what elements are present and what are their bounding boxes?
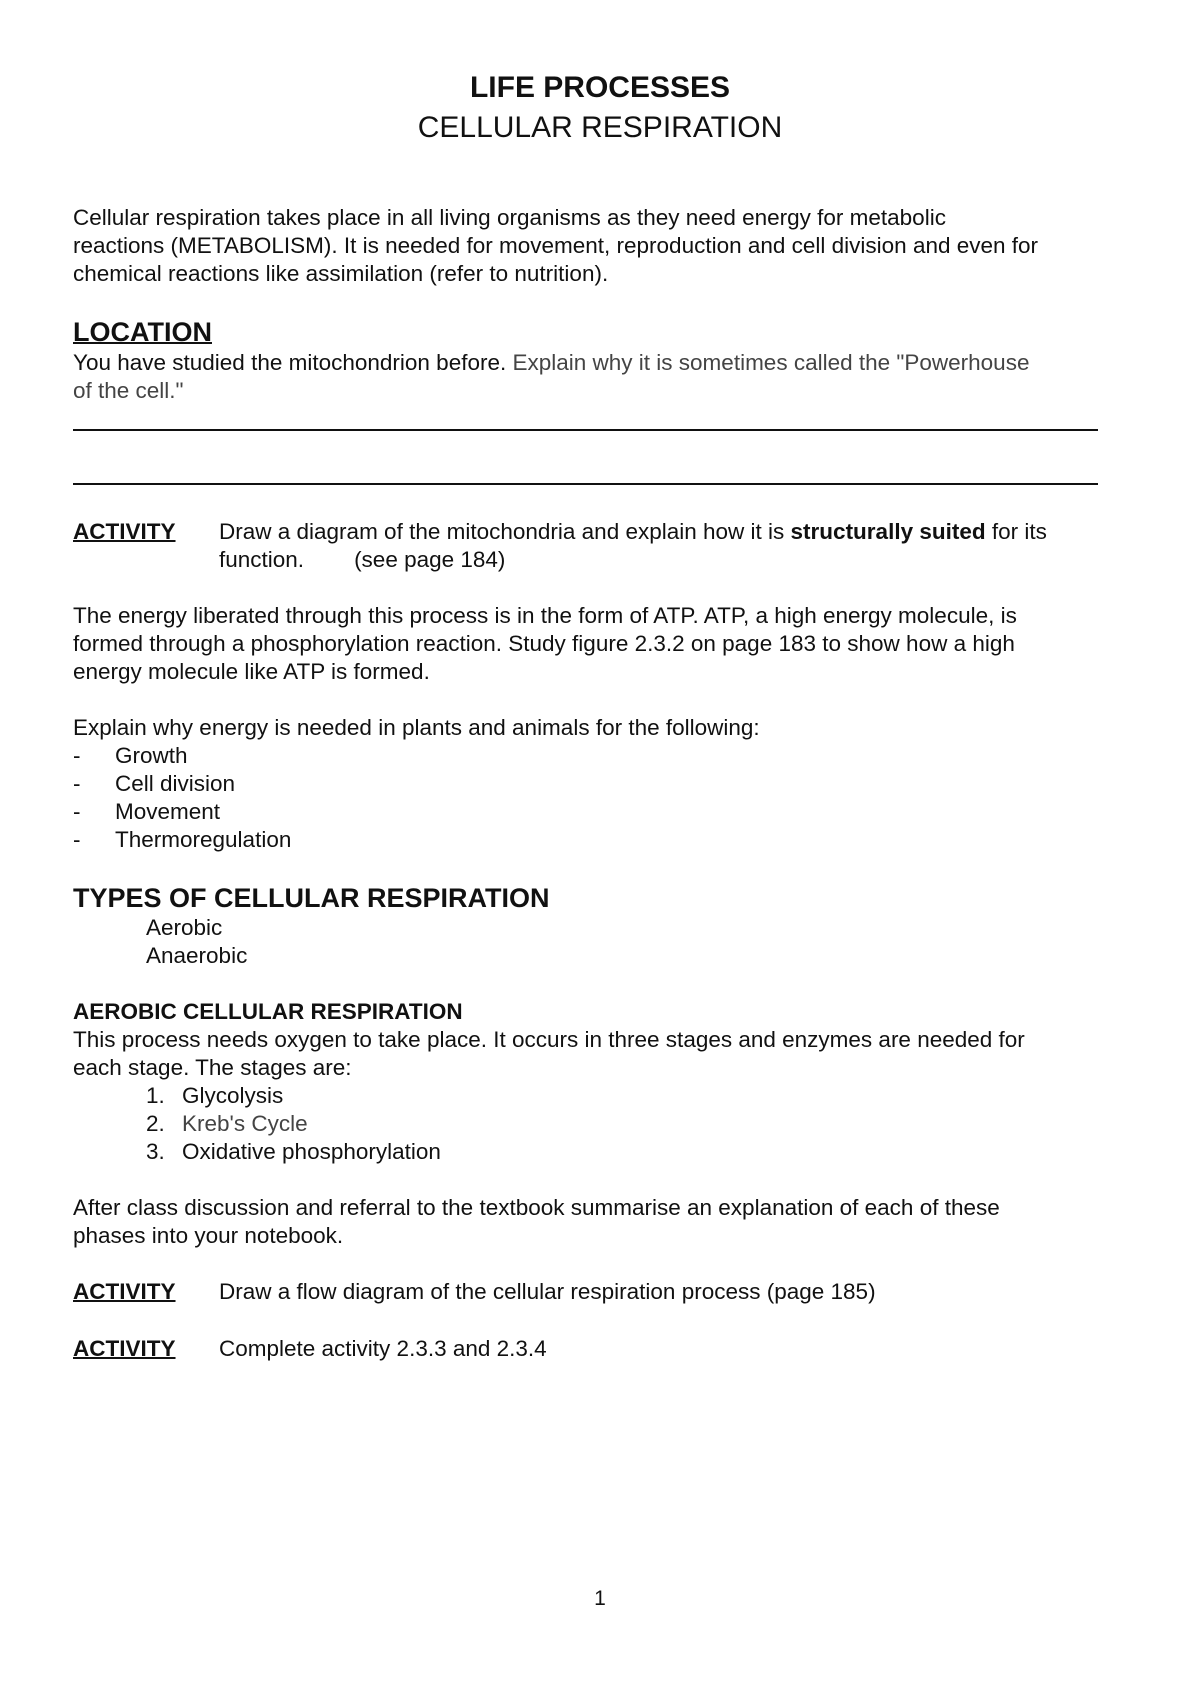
aerobic-line: each stage. The stages are: (73, 1055, 352, 1080)
bullet-dash: - (73, 799, 81, 824)
stage-text: Oxidative phosphorylation (182, 1139, 441, 1164)
activity-text-bold: structurally suited (790, 519, 986, 544)
location-text-a: You have studied the mitochondrion before. (73, 350, 507, 375)
stage-text: Glycolysis (182, 1083, 284, 1108)
stage-item (146, 1110, 308, 1138)
bullet-dash: - (73, 743, 81, 768)
location-line (73, 349, 1029, 377)
types-item: Anaerobic (146, 943, 248, 968)
activity-text-line2: function. (see page 184) (219, 547, 506, 572)
list-item-text: Cell division (115, 771, 236, 796)
activity-text (219, 518, 1047, 546)
stage-number: 2. (146, 1111, 165, 1136)
intro-line: Cellular respiration takes place in all living organisms as they need energy for metabolic (73, 205, 946, 230)
aerobic-line: This process needs oxygen to take place. It occurs in three stages and enzymes are needed for (73, 1027, 1025, 1052)
activity-text: Draw a flow diagram of the cellular respiration process (page 185) (219, 1279, 876, 1304)
activity-label: ACTIVITY (73, 1279, 176, 1304)
location-text-b: Explain why it is sometimes called the "Powerhouse (506, 350, 1030, 375)
activity-text-b: for its (985, 519, 1047, 544)
list-item-text: Movement (115, 799, 221, 824)
list-item-text: Growth (115, 743, 188, 768)
list-item-text: Thermoregulation (115, 827, 292, 852)
intro-line: chemical reactions like assimilation (refer to nutrition). (73, 261, 609, 286)
stage-item (146, 1082, 283, 1110)
types-item: Aerobic (146, 915, 223, 940)
list-item (73, 798, 220, 826)
summary-line: phases into your notebook. (73, 1223, 344, 1248)
answer-line[interactable] (73, 429, 1098, 431)
activity-text: Complete activity 2.3.3 and 2.3.4 (219, 1336, 547, 1361)
atp-line: formed through a phosphorylation reaction. Study figure 2.3.2 on page 183 to show how a high (73, 631, 1015, 656)
page-number: 1 (594, 1587, 606, 1610)
energy-intro: Explain why energy is needed in plants and animals for the following: (73, 715, 760, 740)
bullet-dash: - (73, 827, 81, 852)
intro-line: reactions (METABOLISM). It is needed for movement, reproduction and cell division and even for (73, 233, 1039, 258)
answer-line[interactable] (73, 483, 1098, 485)
activity-text-a: Draw a diagram of the mitochondria and explain how it is (219, 519, 791, 544)
location-heading: LOCATION (73, 317, 212, 347)
list-item (73, 742, 188, 770)
summary-line: After class discussion and referral to the textbook summarise an explanation of each of these (73, 1195, 1000, 1220)
stage-number: 1. (146, 1083, 165, 1108)
atp-line: energy molecule like ATP is formed. (73, 659, 430, 684)
list-item (73, 770, 235, 798)
aerobic-heading: AEROBIC CELLULAR RESPIRATION (73, 999, 463, 1024)
page-title: LIFE PROCESSES (469, 71, 731, 104)
stage-item (146, 1138, 441, 1166)
location-line: of the cell." (73, 378, 184, 403)
page-subtitle: CELLULAR RESPIRATION (417, 111, 783, 144)
stage-number: 3. (146, 1139, 165, 1164)
atp-line: The energy liberated through this process is in the form of ATP. ATP, a high energy molecule, is (73, 603, 1017, 628)
bullet-dash: - (73, 771, 81, 796)
activity-label: ACTIVITY (73, 1336, 176, 1361)
activity-label: ACTIVITY (73, 519, 176, 544)
stage-text: Kreb's Cycle (182, 1111, 308, 1136)
list-item (73, 826, 291, 854)
types-heading: TYPES OF CELLULAR RESPIRATION (73, 883, 550, 913)
